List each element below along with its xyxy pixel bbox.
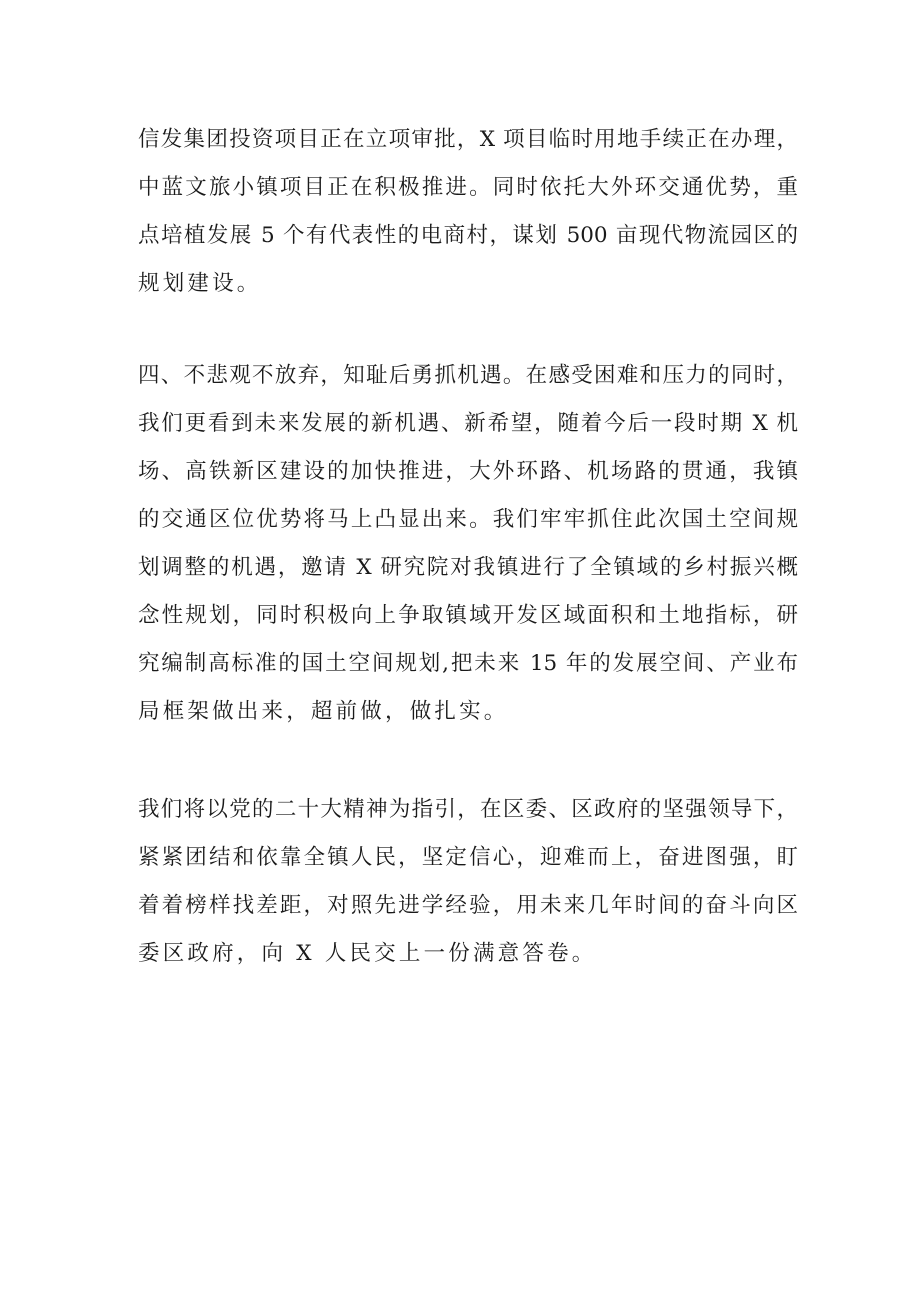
text-line: 究编制高标准的国土空间规划,把未来 15 年的发展空间、产业布 [138, 651, 798, 676]
paragraph-project-progress [138, 116, 798, 308]
text-line: 的交通区位优势将马上凸显出来。我们牢牢抓住此次国土空间规 [138, 507, 798, 532]
text-line: 信发集团投资项目正在立项审批，X 项目临时用地手续正在办理， [138, 127, 798, 152]
text-line: 规划建设。 [138, 271, 262, 296]
text-line: 着着榜样找差距，对照先进学经验，用未来几年时间的奋斗向区 [138, 893, 798, 918]
paragraph-seize-opportunities [138, 352, 798, 736]
text-line: 点培植发展 5 个有代表性的电商村，谋划 500 亩现代物流园区的 [138, 223, 798, 248]
text-line: 局框架做出来，超前做，做扎实。 [138, 699, 509, 724]
text-line: 场、高铁新区建设的加快推进，大外环路、机场路的贯通，我镇 [138, 459, 798, 484]
text-line: 念性规划，同时积极向上争取镇域开发区域面积和土地指标，研 [138, 603, 798, 628]
text-line: 划调整的机遇，邀请 X 研究院对我镇进行了全镇域的乡村振兴概 [138, 555, 798, 580]
text-line: 四、不悲观不放弃，知耻后勇抓机遇。在感受困难和压力的同时， [138, 363, 798, 388]
paragraph-closing-commitment [138, 786, 798, 978]
text-line: 委区政府，向 X 人民交上一份满意答卷。 [138, 941, 597, 966]
text-line: 我们将以党的二十大精神为指引，在区委、区政府的坚强领导下， [138, 797, 798, 822]
text-line: 紧紧团结和依靠全镇人民，坚定信心，迎难而上，奋进图强，盯 [138, 845, 798, 870]
text-line: 我们更看到未来发展的新机遇、新希望，随着今后一段时期 X 机 [138, 411, 798, 436]
text-line: 中蓝文旅小镇项目正在积极推进。同时依托大外环交通优势，重 [138, 175, 798, 200]
